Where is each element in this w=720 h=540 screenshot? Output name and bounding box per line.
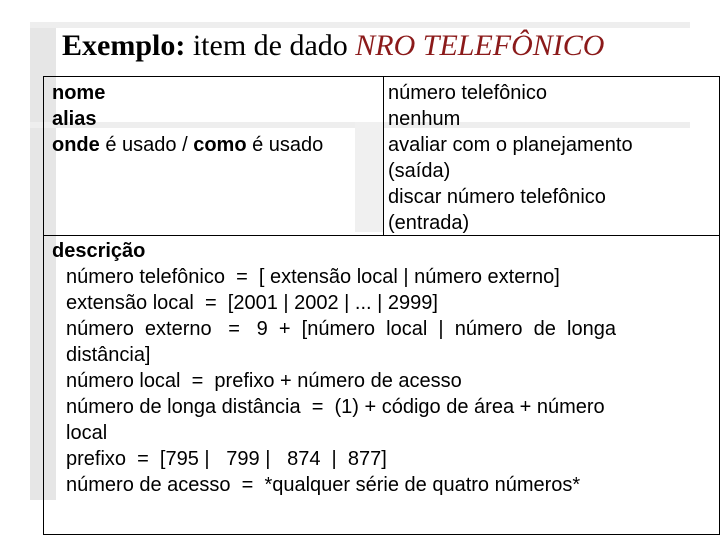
descricao-line: distância] [66, 344, 151, 366]
descricao-line: prefixo = [795 | 799 | 874 | 877] [66, 448, 387, 470]
title-item: item de dado [192, 29, 348, 62]
nome-label: nome [52, 82, 106, 104]
title-lead: Exemplo: [62, 29, 186, 62]
column-divider [383, 77, 384, 235]
descricao-line: local [66, 422, 108, 444]
uso-line: (entrada) [388, 212, 470, 234]
descricao-section [52, 238, 712, 498]
descricao-line: número de longa distância = (1) + código de área + número [66, 396, 605, 418]
title-data-name: NRO TELEFÔNICO [355, 29, 605, 62]
descricao-label: descrição [52, 240, 146, 262]
alias-value: nenhum [388, 108, 461, 130]
uso-line: discar número telefônico [388, 186, 606, 208]
usado-text: é usado [252, 134, 324, 156]
descricao-line: número local = prefixo + número de acesso [66, 370, 462, 392]
como-label: como [193, 134, 247, 156]
usado-text: é usado / [105, 134, 188, 156]
descricao-line: número telefônico = [ extensão local | número externo] [66, 266, 560, 288]
descricao-lines [66, 264, 712, 498]
page-title [62, 28, 604, 64]
field-labels [52, 80, 382, 158]
descricao-line: número externo = 9 + [número local | número de longa [66, 318, 616, 340]
field-values [388, 80, 718, 236]
alias-label: alias [52, 108, 97, 130]
nome-value: número telefônico [388, 82, 547, 104]
descricao-line: extensão local = [2001 | 2002 | ... | 2999] [66, 292, 438, 314]
data-dictionary-table [43, 76, 720, 535]
onde-label: onde [52, 134, 100, 156]
uso-line: avaliar com o planejamento [388, 134, 633, 156]
uso-line: (saída) [388, 160, 451, 182]
descricao-line: número de acesso = *qualquer série de quatro números* [66, 474, 581, 496]
